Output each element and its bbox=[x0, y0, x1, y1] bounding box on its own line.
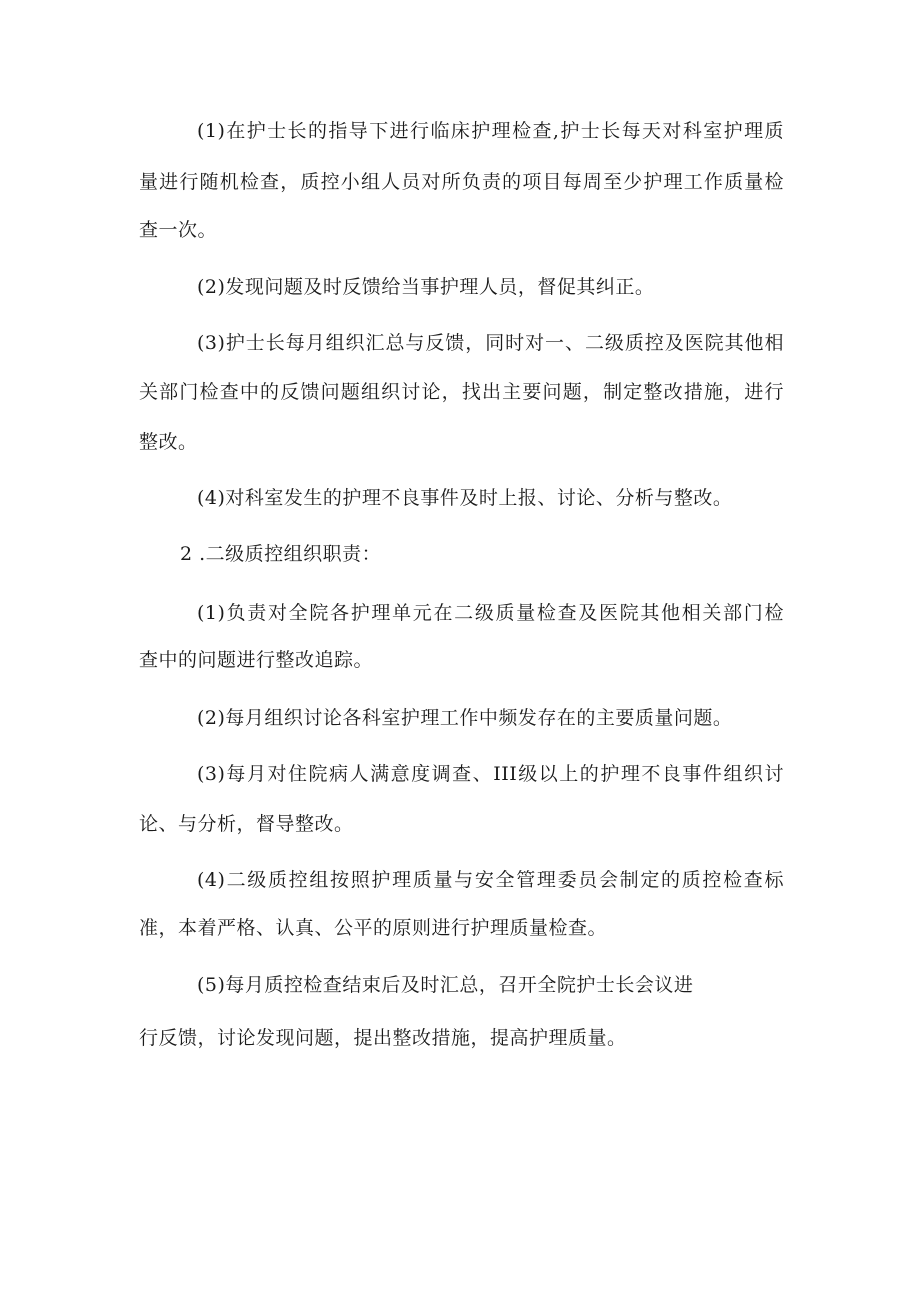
paragraph-9-line-1: (5)每月质控检查结束后及时汇总，召开全院护士长会议进 bbox=[197, 974, 694, 996]
paragraph-1-line-3: 查一次。 bbox=[139, 219, 218, 241]
paragraph-7-line-2: 论、与分析，督导整改。 bbox=[139, 813, 354, 835]
paragraph-8-line-1: (4)二级质控组按照护理质量与安全管理委员会制定的质控检查标 bbox=[197, 869, 784, 891]
paragraph-3-line-1: (3)护士长每月组织汇总与反馈，同时对一、二级质控及医院其他相 bbox=[197, 332, 784, 354]
paragraph-7-line-1: (3)每月对住院病人满意度调查、III级以上的护理不良事件组织讨 bbox=[197, 763, 784, 785]
paragraph-4: (4)对科室发生的护理不良事件及时上报、讨论、分析与整改。 bbox=[197, 487, 733, 509]
paragraph-5-line-2: 查中的问题进行整改追踪。 bbox=[139, 649, 374, 671]
paragraph-3-line-3: 整改。 bbox=[139, 431, 198, 453]
paragraph-6: (2)每月组织讨论各科室护理工作中频发存在的主要质量问题。 bbox=[197, 707, 733, 729]
paragraph-2: (2)发现问题及时反馈给当事护理人员，督促其纠正。 bbox=[197, 276, 655, 298]
paragraph-1-line-1: (1)在护士长的指导下进行临床护理检查,护士长每天对科室护理质 bbox=[197, 120, 784, 142]
paragraph-8-line-2: 准，本着严格、认真、公平的原则进行护理质量检查。 bbox=[139, 917, 608, 939]
section-heading: 2 .二级质控组织职责： bbox=[180, 543, 382, 565]
paragraph-1-line-2: 量进行随机检查，质控小组人员对所负责的项目每周至少护理工作质量检 bbox=[139, 171, 784, 193]
paragraph-5-line-1: (1)负责对全院各护理单元在二级质量检查及医院其他相关部门检 bbox=[197, 602, 784, 624]
paragraph-3-line-2: 关部门检查中的反馈问题组织讨论，找出主要问题，制定整改措施，进行 bbox=[139, 381, 784, 403]
paragraph-9-line-2: 行反馈，讨论发现问题，提出整改措施，提高护理质量。 bbox=[139, 1027, 627, 1049]
